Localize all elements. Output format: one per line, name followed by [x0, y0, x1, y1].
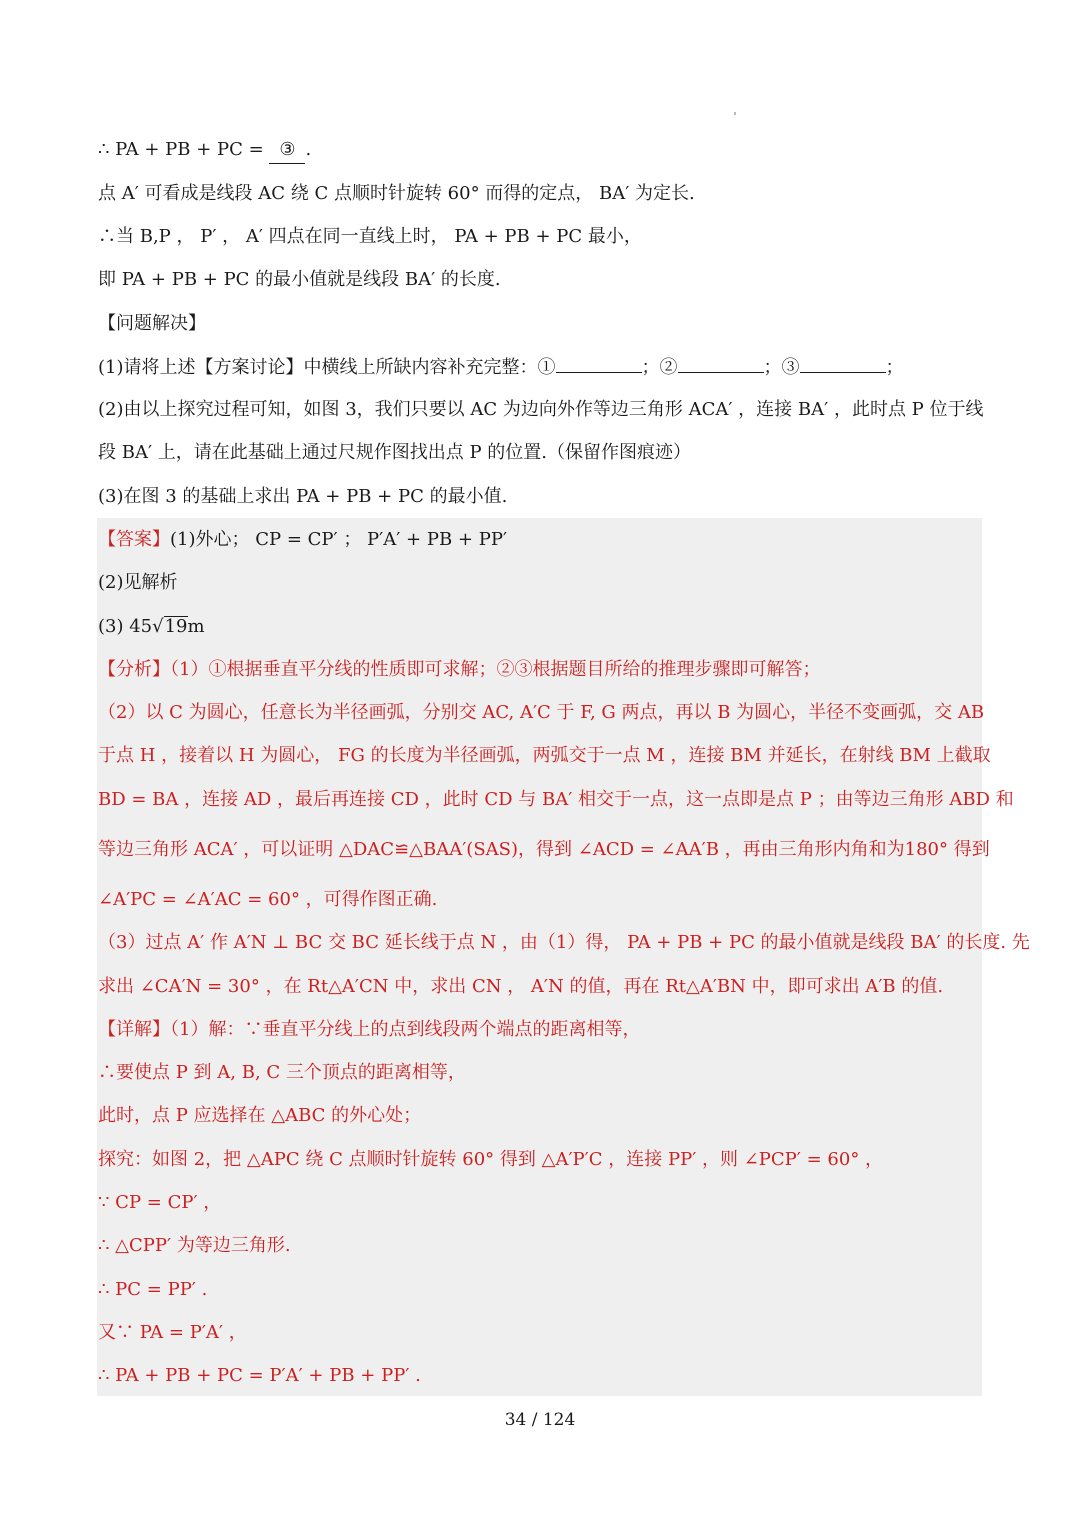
- question-3: (3)在图 3 的基础上求出 PA + PB + PC 的最小值.: [98, 486, 508, 507]
- answer-blank: ③: [269, 137, 305, 164]
- fill-blank-1: [556, 354, 642, 373]
- detail-line: ∵ CP = CP′ ，: [98, 1192, 222, 1213]
- text-line: [98, 137, 311, 164]
- analysis-line: （3）过点 A′ 作 A′N ⊥ BC 交 BC 延长线于点 N ，由（1）得， PA + PB + PC 的最小值就是线段 BA′ 的长度. 先: [98, 932, 1030, 953]
- sqrt-radicand: 19: [164, 616, 188, 637]
- answer-3: [98, 614, 205, 640]
- detail-line: ∴ PA + PB + PC = P′A′ + PB + PP′ .: [98, 1365, 421, 1386]
- detail-line: 【详解】（1）解：∵垂直平分线上的点到线段两个端点的距离相等，: [98, 1019, 641, 1040]
- equation-text: ∴ PA + PB + PC =: [98, 139, 270, 160]
- text-line: 即 PA + PB + PC 的最小值就是线段 BA′ 的长度.: [98, 269, 501, 290]
- question-1: [98, 354, 904, 381]
- analysis-line: BD = BA ，连接 AD ，最后再连接 CD ，此时 CD 与 BA′ 相交于一点，这一点即是点 P ；由等边三角形 ABD 和: [98, 789, 1014, 810]
- analysis-line: 等边三角形 ACA′ ，可以证明 △DAC≌△BAA′(SAS)，得到 ∠ACD = ∠AA′B ，再由三角形内角和为180° 得到: [98, 839, 990, 860]
- analysis-line: （2）以 C 为圆心，任意长为半径画弧，分别交 AC, A′C 于 F, G 两点，再以 B 为圆心，半径不变画弧，交 AB: [98, 702, 985, 723]
- detail-line: ∴ PC = PP′ .: [98, 1279, 208, 1300]
- sqrt-sign: √: [152, 616, 164, 637]
- answer-label: 【答案】: [98, 529, 170, 550]
- answer-2: (2)见解析: [98, 572, 178, 593]
- text-line: ∴当 B,P ， P′ ， A′ 四点在同一直线上时， PA + PB + PC 最小，: [98, 226, 642, 247]
- detail-line: 此时，点 P 应选择在 △ABC 的外心处；: [98, 1105, 422, 1126]
- answer-text: (3) 45: [98, 616, 153, 637]
- question-2-continued: 段 BA′ 上，请在此基础上通过尺规作图找出点 P 的位置.（保留作图痕迹）: [98, 442, 692, 463]
- section-heading: 【问题解决】: [98, 313, 206, 334]
- text-line: 点 A′ 可看成是线段 AC 绕 C 点顺时针旋转 60° 而得的定点， BA′ 为定长.: [98, 183, 695, 204]
- detail-line: 探究：如图 2，把 △APC 绕 C 点顺时针旋转 60° 得到 △A′P′C ，连接 PP′ ，则 ∠PCP′ = 60° ，: [98, 1149, 884, 1170]
- analysis-line: 【分析】（1）①根据垂直平分线的性质即可求解；②③根据题目所给的推理步骤即可解答；: [98, 659, 821, 680]
- analysis-line: ∠A′PC = ∠A′AC = 60° ，可得作图正确.: [98, 889, 438, 910]
- detail-line: 又∵ PA = P′A′ ，: [98, 1322, 247, 1343]
- answer-text: (1)外心； CP = CP′ ； P′A′ + PB + PP′: [170, 529, 508, 550]
- fill-blank-2: [678, 354, 764, 373]
- page-number: 34 / 124: [504, 1410, 576, 1430]
- detail-line: ∴要使点 P 到 A, B, C 三个顶点的距离相等，: [98, 1062, 466, 1083]
- answer-panel: [97, 518, 985, 1396]
- answer-1: [98, 527, 507, 553]
- separator: ；: [885, 357, 904, 378]
- period: .: [305, 139, 312, 160]
- fill-blank-3: [800, 354, 886, 373]
- scan-speck: [734, 112, 736, 115]
- detail-line: ∴ △CPP′ 为等边三角形.: [98, 1235, 291, 1256]
- analysis-line: 于点 H ，接着以 H 为圆心， FG 的长度为半径画弧，两弧交于一点 M ，连接 BM 并延长，在射线 BM 上截取: [98, 745, 991, 766]
- separator: ；②: [641, 357, 678, 378]
- separator: ；③: [763, 357, 800, 378]
- question-2: (2)由以上探究过程可知，如图 3，我们只要以 AC 为边向外作等边三角形 ACA′ ，连接 BA′ ，此时点 P 位于线: [98, 399, 984, 420]
- question-text: (1)请将上述【方案讨论】中横线上所缺内容补充完整：①: [98, 357, 556, 378]
- analysis-line: 求出 ∠CA′N = 30° ，在 Rt△A′CN 中，求出 CN ， A′N 的值，再在 Rt△A′BN 中，即可求出 A′B 的值.: [98, 976, 944, 997]
- unit: m: [187, 616, 205, 637]
